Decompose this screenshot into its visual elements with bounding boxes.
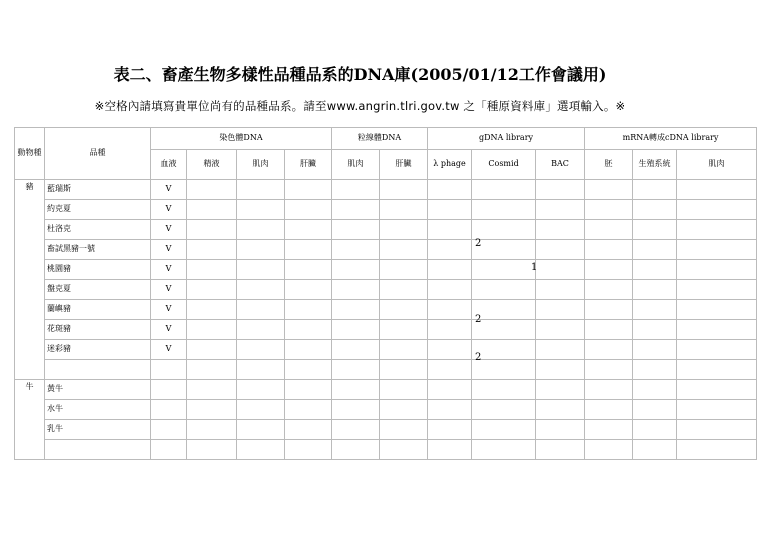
empty-cell [428, 360, 472, 380]
empty-cell [677, 260, 757, 280]
empty-cell [585, 400, 633, 420]
empty-cell [585, 380, 633, 400]
empty-cell [472, 420, 536, 440]
empty-cell [633, 200, 677, 220]
empty-cell [585, 240, 633, 260]
table-row [15, 320, 757, 340]
empty-cell [677, 300, 757, 320]
empty-cell [536, 360, 585, 380]
header-gdna-library: gDNA library [428, 128, 585, 150]
empty-cell [285, 420, 332, 440]
empty-cell [536, 240, 585, 260]
empty-cell [332, 360, 380, 380]
empty-cell [428, 380, 472, 400]
breed-cell: 黃牛 [45, 380, 151, 400]
header-animal: 動物種 [15, 128, 45, 180]
empty-cell [633, 400, 677, 420]
empty-cell [536, 420, 585, 440]
empty-cell [677, 200, 757, 220]
empty-cell [380, 200, 428, 220]
empty-cell [428, 240, 472, 260]
empty-cell [380, 400, 428, 420]
blood-cell: V [151, 280, 187, 300]
table-row [15, 200, 757, 220]
table-row [15, 240, 757, 260]
blood-cell: V [151, 220, 187, 240]
empty-cell [332, 200, 380, 220]
empty-cell [380, 380, 428, 400]
empty-cell [633, 300, 677, 320]
empty-cell [585, 260, 633, 280]
blood-cell [151, 360, 187, 380]
empty-cell [633, 380, 677, 400]
empty-cell [428, 280, 472, 300]
empty-cell [472, 280, 536, 300]
empty-cell [585, 280, 633, 300]
header-mrna-library: mRNA轉成cDNA library [585, 128, 757, 150]
empty-cell [187, 300, 237, 320]
empty-cell [633, 280, 677, 300]
empty-cell [428, 180, 472, 200]
empty-cell [633, 260, 677, 280]
empty-cell [536, 260, 585, 280]
empty-cell [285, 400, 332, 420]
empty-cell [633, 340, 677, 360]
empty-cell [585, 200, 633, 220]
breed-cell: 畜試黑豬一號 [45, 240, 151, 260]
empty-cell [332, 220, 380, 240]
empty-cell [237, 320, 285, 340]
empty-cell [380, 260, 428, 280]
table-row [15, 300, 757, 320]
breed-cell: 盤克夏 [45, 280, 151, 300]
header-muscle-chromosomal: 肌肉 [237, 150, 285, 180]
table-row [15, 360, 757, 380]
empty-cell [536, 340, 585, 360]
table-row [15, 400, 757, 420]
empty-cell [332, 340, 380, 360]
empty-cell [285, 200, 332, 220]
empty-cell [237, 340, 285, 360]
empty-cell [633, 320, 677, 340]
empty-cell [187, 220, 237, 240]
empty-cell [237, 180, 285, 200]
empty-cell [285, 440, 332, 460]
empty-cell [677, 420, 757, 440]
empty-cell [677, 380, 757, 400]
empty-cell [677, 180, 757, 200]
empty-cell [428, 320, 472, 340]
breed-cell: 水牛 [45, 400, 151, 420]
blood-cell: V [151, 180, 187, 200]
empty-cell [536, 200, 585, 220]
empty-cell [187, 200, 237, 220]
empty-cell [380, 440, 428, 460]
blood-cell [151, 400, 187, 420]
empty-cell [633, 240, 677, 260]
header-chromosomal-dna: 染色體DNA [151, 128, 332, 150]
empty-cell [585, 420, 633, 440]
empty-cell [428, 300, 472, 320]
blood-cell [151, 420, 187, 440]
table-row [15, 260, 757, 280]
empty-cell [237, 360, 285, 380]
empty-cell [285, 240, 332, 260]
empty-cell [536, 400, 585, 420]
empty-cell [332, 380, 380, 400]
header-cosmid: Cosmid [472, 150, 536, 180]
empty-cell [536, 280, 585, 300]
empty-cell [237, 260, 285, 280]
blood-cell: V [151, 260, 187, 280]
table-row [15, 220, 757, 240]
empty-cell [428, 400, 472, 420]
empty-cell [332, 420, 380, 440]
empty-cell [585, 180, 633, 200]
empty-cell [332, 260, 380, 280]
empty-cell [536, 300, 585, 320]
empty-cell [428, 420, 472, 440]
header-breed: 品種 [45, 128, 151, 180]
page-title: 表二、畜產生物多樣性品種品系的DNA庫(2005/01/12工作會議用) [113, 65, 607, 84]
empty-cell [285, 180, 332, 200]
empty-cell [472, 440, 536, 460]
animal-cell: 豬 [15, 180, 45, 380]
table-row [15, 420, 757, 440]
empty-cell [187, 240, 237, 260]
empty-cell [237, 440, 285, 460]
empty-cell [585, 320, 633, 340]
table-row [15, 180, 757, 200]
empty-cell [677, 220, 757, 240]
empty-cell [285, 360, 332, 380]
empty-cell [380, 300, 428, 320]
empty-cell [428, 260, 472, 280]
blood-cell: V [151, 200, 187, 220]
empty-cell [585, 220, 633, 240]
empty-cell [285, 320, 332, 340]
table-row [15, 280, 757, 300]
breed-cell: 桃園豬 [45, 260, 151, 280]
empty-cell [585, 300, 633, 320]
empty-cell [472, 180, 536, 200]
empty-cell [472, 380, 536, 400]
empty-cell [677, 360, 757, 380]
empty-cell [472, 200, 536, 220]
empty-cell [332, 400, 380, 420]
empty-cell [285, 220, 332, 240]
header-bac: BAC [536, 150, 585, 180]
header-muscle-mito: 肌肉 [332, 150, 380, 180]
empty-cell [187, 280, 237, 300]
empty-cell [237, 220, 285, 240]
empty-cell [332, 180, 380, 200]
empty-cell [633, 420, 677, 440]
empty-cell [332, 320, 380, 340]
empty-cell [380, 280, 428, 300]
empty-cell [285, 260, 332, 280]
empty-cell [536, 440, 585, 460]
table-row [15, 440, 757, 460]
instruction-note: ※空格內請填寫貴單位尚有的品種品系。請至www.angrin.tlri.gov.tw 之「種原資料庫」選項輸入。※ [94, 99, 626, 113]
breed-cell: 花斑豬 [45, 320, 151, 340]
blood-cell: V [151, 300, 187, 320]
empty-cell [428, 440, 472, 460]
empty-cell [428, 200, 472, 220]
annotation-number: 2 [475, 314, 482, 325]
empty-cell [237, 380, 285, 400]
empty-cell [428, 220, 472, 240]
header-semen: 精液 [187, 150, 237, 180]
empty-cell [237, 240, 285, 260]
header-blood: 血液 [151, 150, 187, 180]
annotation-number: 1 [531, 262, 538, 273]
empty-cell [187, 260, 237, 280]
empty-cell [380, 240, 428, 260]
blood-cell: V [151, 320, 187, 340]
blood-cell: V [151, 340, 187, 360]
empty-cell [285, 300, 332, 320]
animal-cell: 牛 [15, 380, 45, 460]
empty-cell [332, 440, 380, 460]
empty-cell [380, 360, 428, 380]
empty-cell [677, 280, 757, 300]
table-row [15, 380, 757, 400]
empty-cell [380, 340, 428, 360]
empty-cell [633, 440, 677, 460]
breed-cell: 乳牛 [45, 420, 151, 440]
empty-cell [633, 220, 677, 240]
empty-cell [237, 280, 285, 300]
table-row [15, 340, 757, 360]
empty-cell [237, 300, 285, 320]
empty-cell [585, 340, 633, 360]
breed-cell: 杜洛克 [45, 220, 151, 240]
empty-cell [380, 220, 428, 240]
empty-cell [536, 180, 585, 200]
empty-cell [285, 280, 332, 300]
header-reproductive-system: 生殖系統 [633, 150, 677, 180]
header-muscle-mrna: 肌肉 [677, 150, 757, 180]
empty-cell [187, 360, 237, 380]
header-liver-mito: 肝臟 [380, 150, 428, 180]
empty-cell [585, 360, 633, 380]
empty-cell [332, 300, 380, 320]
empty-cell [285, 340, 332, 360]
empty-cell [677, 440, 757, 460]
empty-cell [332, 280, 380, 300]
empty-cell [187, 420, 237, 440]
breed-cell: 藍瑞斯 [45, 180, 151, 200]
empty-cell [187, 340, 237, 360]
empty-cell [285, 380, 332, 400]
empty-cell [187, 380, 237, 400]
empty-cell [428, 340, 472, 360]
empty-cell [187, 400, 237, 420]
empty-cell [585, 440, 633, 460]
header-embryo: 胚 [585, 150, 633, 180]
empty-cell [187, 180, 237, 200]
empty-cell [536, 320, 585, 340]
header-lambda-phage: λ phage [428, 150, 472, 180]
empty-cell [472, 400, 536, 420]
empty-cell [380, 320, 428, 340]
annotation-number: 2 [475, 352, 482, 363]
annotation-number: 2 [475, 238, 482, 249]
empty-cell [380, 180, 428, 200]
empty-cell [237, 420, 285, 440]
empty-cell [677, 400, 757, 420]
blood-cell [151, 440, 187, 460]
empty-cell [472, 260, 536, 280]
empty-cell [472, 220, 536, 240]
empty-cell [677, 240, 757, 260]
empty-cell [633, 360, 677, 380]
blood-cell [151, 380, 187, 400]
empty-cell [237, 200, 285, 220]
breed-cell: 蘭嶼豬 [45, 300, 151, 320]
empty-cell [380, 420, 428, 440]
header-mito-dna: 粒線體DNA [332, 128, 428, 150]
dna-library-table [14, 127, 757, 460]
empty-cell [237, 400, 285, 420]
breed-cell [45, 360, 151, 380]
empty-cell [536, 380, 585, 400]
breed-cell: 約克夏 [45, 200, 151, 220]
header-liver-chromosomal: 肝臟 [285, 150, 332, 180]
empty-cell [677, 320, 757, 340]
empty-cell [187, 440, 237, 460]
blood-cell: V [151, 240, 187, 260]
empty-cell [677, 340, 757, 360]
empty-cell [332, 240, 380, 260]
breed-cell [45, 440, 151, 460]
empty-cell [633, 180, 677, 200]
empty-cell [536, 220, 585, 240]
breed-cell: 迷彩豬 [45, 340, 151, 360]
empty-cell [187, 320, 237, 340]
